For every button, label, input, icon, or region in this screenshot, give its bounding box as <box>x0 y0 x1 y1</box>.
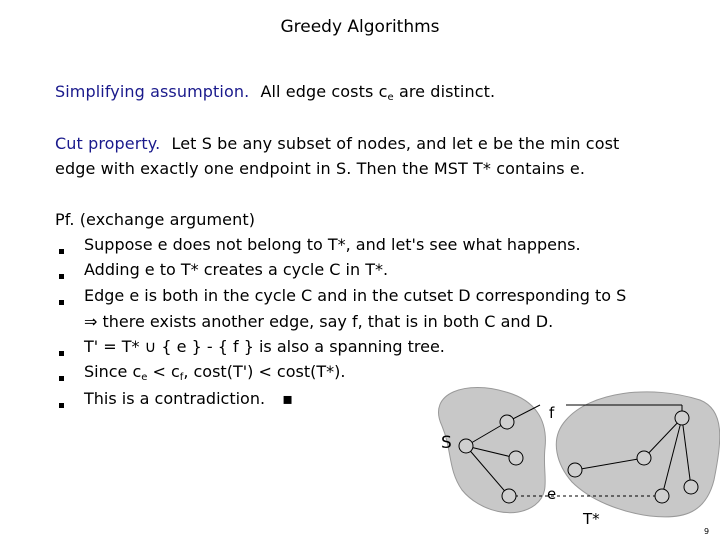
proof-heading: Pf. (exchange argument) <box>55 210 256 229</box>
assumption-text: All edge costs c <box>260 82 388 101</box>
cut-property-line2: edge with exactly one endpoint in S. Then the MST T* contains e. <box>55 159 586 178</box>
since-text-end: , cost(T') < cost(T*). <box>183 362 346 381</box>
qed-mark: ▪ <box>282 389 293 408</box>
node <box>509 451 523 465</box>
assumption-label: Simplifying assumption. <box>55 82 250 101</box>
since-subscript-e: e <box>141 372 148 383</box>
node <box>568 463 582 477</box>
page-number: 9 <box>704 527 710 536</box>
contradiction-text: This is a contradiction. <box>84 389 266 408</box>
proof-bullet-2: Adding e to T* creates a cycle C in T*. <box>84 260 389 279</box>
proof-bullet-1: Suppose e does not belong to T*, and let's see what happens. <box>84 235 581 254</box>
assumption-subscript: e <box>387 92 394 103</box>
node <box>684 480 698 494</box>
proof-bullet-4: T' = T* ∪ { e } - { f } is also a spanning tree. <box>84 337 445 356</box>
node <box>675 411 689 425</box>
proof-bullet-3: Edge e is both in the cycle C and in the cutset D corresponding to S <box>84 286 627 305</box>
node <box>637 451 651 465</box>
label-T-star: T* <box>583 510 600 528</box>
since-subscript-f: f <box>179 372 184 383</box>
proof-implies-line: ⇒ there exists another edge, say f, that is in both C and D. <box>84 312 554 331</box>
assumption-text-end: are distinct. <box>393 82 496 101</box>
label-e: e <box>547 485 557 503</box>
cut-property-text1: Let S be any subset of nodes, and let e be the min cost <box>171 134 620 153</box>
since-text-start: Since c <box>84 362 142 381</box>
node <box>655 489 669 503</box>
cut-property-label: Cut property. <box>55 134 161 153</box>
node <box>459 439 473 453</box>
set-S-region <box>439 387 546 512</box>
slide-title: Greedy Algorithms <box>280 17 440 37</box>
label-f: f <box>549 404 555 422</box>
since-text-mid: < c <box>147 362 180 381</box>
node <box>502 489 516 503</box>
node <box>500 415 514 429</box>
label-S: S <box>441 433 452 453</box>
